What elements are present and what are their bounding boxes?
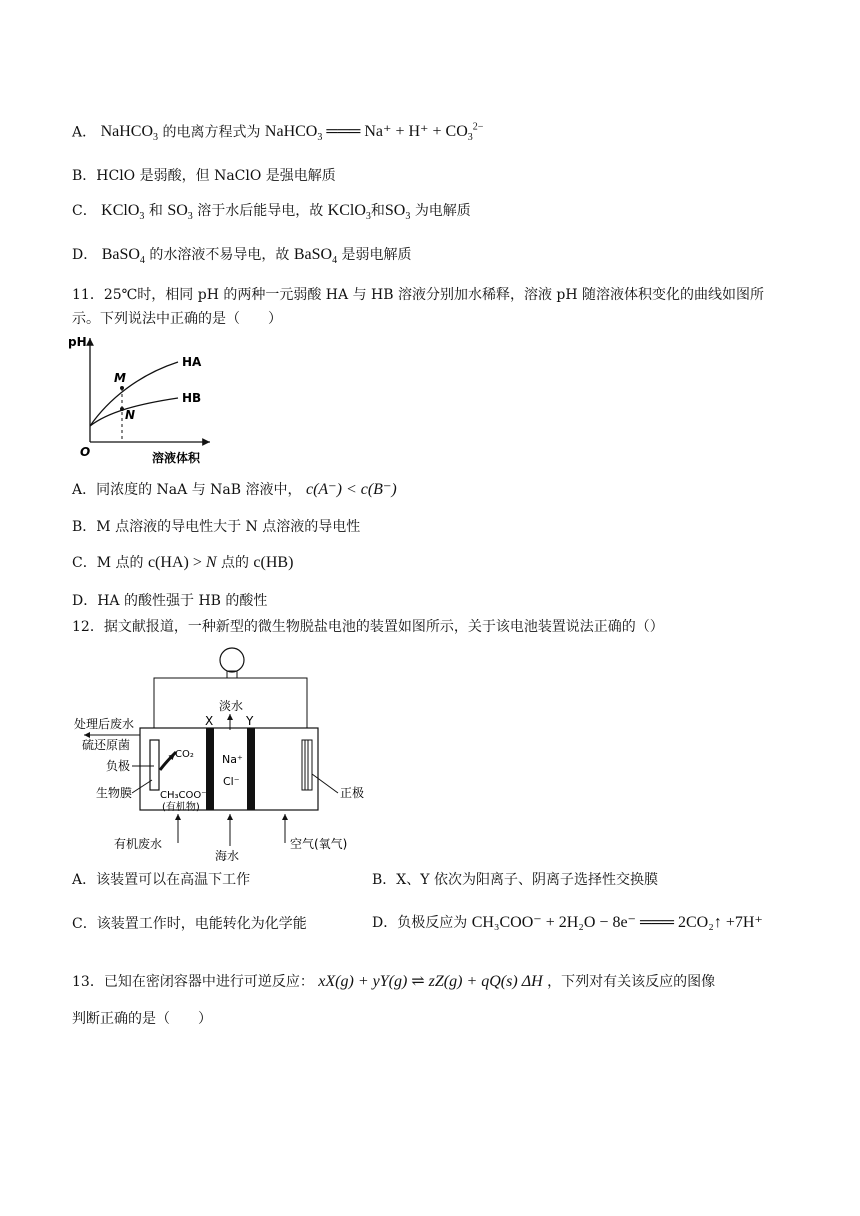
option-text: 的电离方程式为: [162, 124, 261, 141]
ph-volume-graph: [68, 330, 228, 470]
label-acetate: CH₃COO⁻: [160, 790, 207, 801]
positive-electrode: [302, 740, 312, 790]
option-formula: N: [205, 554, 217, 571]
formula-so3: $SO_3$: [384, 202, 411, 223]
option-formula: c(HB): [253, 554, 294, 571]
option-label: A．: [72, 124, 97, 141]
x-axis-label: 溶液体积: [152, 451, 201, 465]
label-m: M: [114, 371, 126, 385]
negative-electrode: [150, 740, 159, 790]
option-text: 为电解质: [414, 203, 471, 219]
q10-option-d: [72, 245, 412, 271]
formula-so3: $SO_3$: [167, 202, 193, 223]
option-text: D．负极反应为: [372, 915, 468, 931]
stem-text: ，下列对有关该反应的图像: [547, 974, 716, 990]
q12-option-c: C．该装置工作时，电能转化为化学能: [72, 916, 307, 932]
q11-stem-line1: 11．25℃时，相同 pH 的两种一元弱酸 HA 与 HB 溶液分别加水稀释，溶液 pH 随溶液体积变化的曲线如图所: [72, 287, 765, 303]
q11-option-a: [72, 480, 397, 500]
option-text: A．同浓度的 NaA 与 NaB 溶液中，: [72, 482, 302, 498]
formula-baso4: BaSO$_4$: [293, 246, 338, 267]
label-seawater: 海水: [215, 849, 240, 863]
q12-option-d: [372, 913, 763, 933]
q12-stem: 12．据文献报道，一种新型的微生物脱盐电池的装置如图所示，关于该电池装置说法正确的（）: [72, 619, 664, 635]
option-text: 点的: [220, 555, 249, 571]
stem-text: 13．已知在密闭容器中进行可逆反应：: [72, 974, 314, 990]
option-formula: c(HA) >: [147, 554, 206, 571]
label-negative: 负极: [106, 759, 131, 773]
bulb-icon: [220, 648, 244, 672]
point-m: [120, 386, 124, 390]
membrane-y: [247, 728, 255, 810]
label-y: Y: [246, 714, 254, 728]
label-positive: 正极: [340, 786, 365, 800]
label-na: Na⁺: [222, 753, 243, 766]
label-co2: CO₂: [175, 749, 194, 760]
pointer-biofilm: [132, 780, 152, 793]
label-biofilm: 生物膜: [96, 786, 133, 800]
membrane-x: [206, 728, 214, 810]
battery-diagram: [72, 640, 412, 865]
label-fresh-water: 淡水: [219, 699, 244, 713]
label-organic: (有机物): [162, 802, 200, 813]
option-text: C．M 点的: [72, 555, 144, 571]
label-n: N: [125, 408, 136, 422]
option-formula: CH₃COO⁻ + 2H₂O − 8e⁻ ═══ 2CO₂↑ +7H⁺: [471, 914, 763, 931]
q10-option-c: C． KClO$_3$ 和 $SO_3$ 溶于水后能导电，故 KClO$_3$和$SO_3$ 为电解质: [72, 202, 471, 223]
option-label: C．: [72, 203, 97, 219]
label-hb: HB: [182, 391, 202, 405]
q11-option-d: D．HA 的酸性强于 HB 的酸性: [72, 593, 268, 609]
y-axis-label: pH: [68, 335, 87, 349]
q11-option-c: [72, 553, 293, 573]
q12-option-b: B．X、Y 依次为阳离子、阴离子选择性交换膜: [372, 872, 658, 888]
label-air: 空气(氧气): [290, 837, 348, 851]
option-text: 和: [148, 203, 163, 219]
q11-stem-line2: 示。下列说法中正确的是（ ）: [72, 311, 282, 327]
label-bacteria: 硫还原菌: [82, 738, 131, 752]
option-text: 是弱电解质: [341, 247, 412, 263]
formula-nahco3: NaHCO$_3$: [100, 123, 159, 144]
option-label: D．: [72, 247, 98, 263]
option-text: 的水溶液不易导电，故: [149, 247, 290, 263]
option-formula: c(A⁻) < c(B⁻): [305, 481, 397, 498]
label-organic-waste: 有机废水: [114, 837, 163, 851]
origin-label: O: [80, 445, 91, 459]
label-x: X: [205, 714, 214, 728]
label-ha: HA: [182, 355, 202, 369]
q13-stem-line1: [72, 972, 715, 992]
q11-option-b: B．M 点溶液的导电性大于 N 点溶液的导电性: [72, 519, 361, 535]
q12-option-a: A．该装置可以在高温下工作: [72, 872, 251, 888]
formula-kclo3: KClO$_3$: [327, 202, 371, 223]
label-cl: Cl⁻: [223, 775, 240, 788]
formula-equation: NaHCO$_3$ ═══ $Na^+ + H^+ + CO_3^{2-}$: [264, 122, 484, 144]
reaction-formula: xX(g) + yY(g) ⇌ zZ(g) + qQ(s) ΔH: [318, 973, 543, 990]
formula-baso4: BaSO$_4$: [101, 246, 145, 267]
option-text: 溶于水后能导电，故: [197, 203, 324, 219]
q13-stem-line2: 判断正确的是（ ）: [72, 1011, 212, 1027]
q10-option-b: B．HClO 是弱酸，但 NaClO 是强电解质: [72, 168, 336, 184]
formula-kclo3: KClO$_3$: [101, 202, 145, 223]
point-n: [120, 407, 124, 411]
pointer-positive: [312, 774, 338, 793]
q10-option-a: [72, 118, 483, 149]
label-treated-water: 处理后废水: [74, 717, 135, 731]
